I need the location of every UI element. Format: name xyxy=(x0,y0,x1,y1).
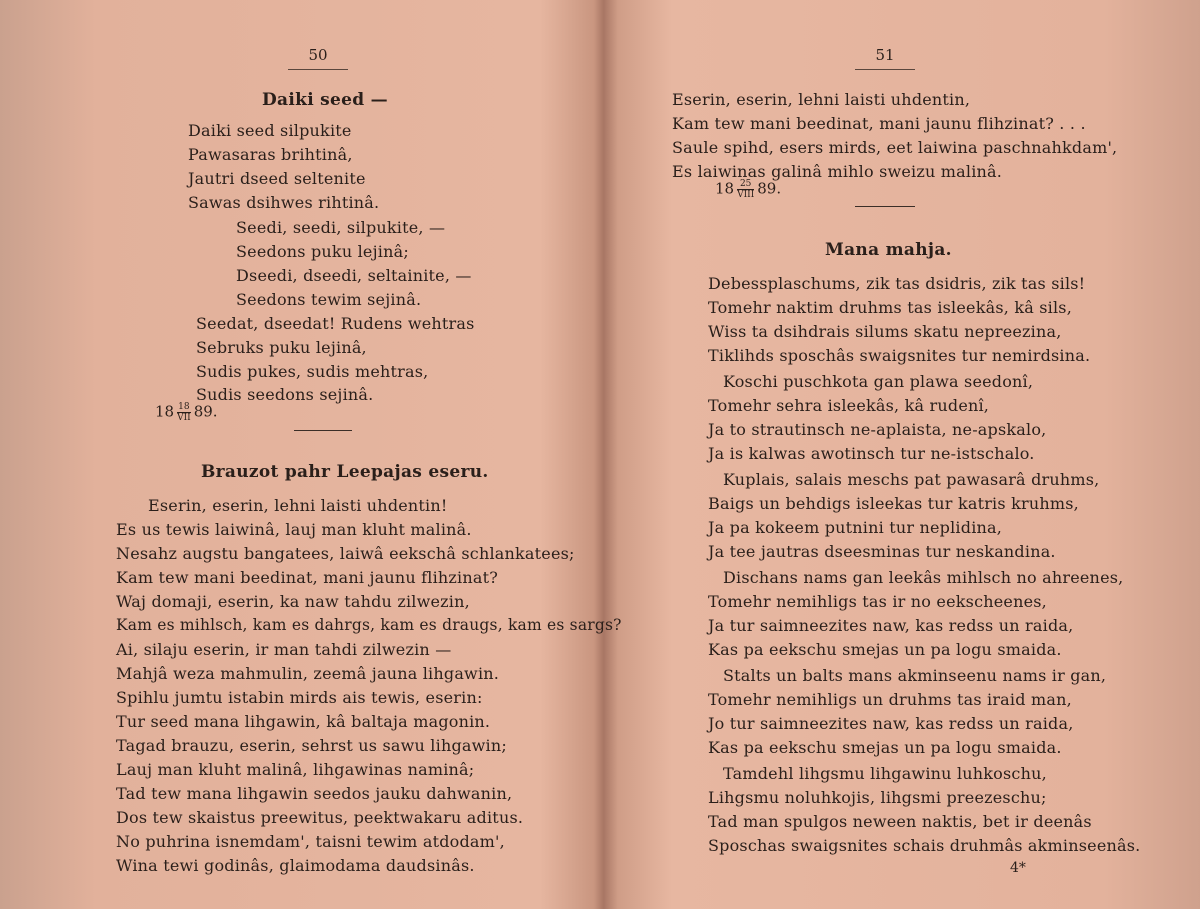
date-denominator: VII xyxy=(177,413,191,423)
poem2-line: Tur seed mana lihgawin, kâ baltaja magonin. xyxy=(116,712,491,731)
poem2-line: Kam es mihlsch, kam es dahrgs, kam es draugs, kam es sargs? xyxy=(116,616,622,634)
poem3-line: Koschi puschkota gan plawa seedonî, xyxy=(723,372,1034,391)
poem3-line: Ja tee jautras dseesminas tur neskandina. xyxy=(708,542,1056,561)
poem3-line: Ja pa kokeem putnini tur neplidina, xyxy=(708,518,1003,537)
poem3-line: Sposchas swaigsnites schais druhmâs akminseenâs. xyxy=(708,836,1141,855)
poem2-end-line: Saule spihd, esers mirds, eet laiwina paschnahkdam', xyxy=(672,138,1118,157)
poem2-line: Kam tew mani beedinat, mani jaunu flihzinat? xyxy=(116,568,499,587)
poem2-line: Eserin, eserin, lehni laisti uhdentin! xyxy=(148,496,448,515)
page-number-rule-left xyxy=(288,69,348,70)
poem2-title: Brauzot pahr Leepajas eseru. xyxy=(201,462,489,482)
date-denominator: VIII xyxy=(737,190,755,200)
poem3-line: Kas pa eekschu smejas un pa logu smaida. xyxy=(708,738,1062,757)
poem1-line: Jautri dseed seltenite xyxy=(188,169,366,188)
poem3-line: Tomehr naktim druhms tas isleekâs, kâ sils, xyxy=(708,298,1072,317)
poem2-line: Tagad brauzu, eserin, sehrst us sawu lihgawin; xyxy=(116,736,507,755)
poem2-line: Lauj man kluht malinâ, lihgawinas naminâ; xyxy=(116,760,475,779)
poem3-line: Tomehr nemihligs un druhms tas iraid man, xyxy=(708,690,1072,709)
poem3-line: Ja to strautinsch ne-aplaista, ne-apskalo, xyxy=(708,420,1047,439)
poem2-line: Mahjâ weza mahmulin, zeemâ jauna lihgawin. xyxy=(116,664,500,683)
poem1-line: Dseedi, dseedi, seltainite, — xyxy=(236,266,472,285)
poem2-date xyxy=(715,179,781,200)
poem3-line: Tamdehl lihgsmu lihgawinu luhkoschu, xyxy=(723,764,1047,783)
date-year: 89. xyxy=(193,402,218,421)
poem2-line: Dos tew skaistus preewitus, peektwakaru aditus. xyxy=(116,808,524,827)
date-day: 18 xyxy=(715,179,735,198)
poem3-line: Dischans nams gan leekâs mihlsch no ahreenes, xyxy=(723,568,1124,587)
poem3-line: Lihgsmu noluhkojis, lihgsmi preezeschu; xyxy=(708,788,1047,807)
poem2-line: Ai, silaju eserin, ir man tahdi zilwezin — xyxy=(116,640,452,659)
date-numerator: 25 xyxy=(737,179,754,190)
poem3-line: Stalts un balts mans akminseenu nams ir gan, xyxy=(723,666,1107,685)
poem2-line: Tad tew mana lihgawin seedos jauku dahwanin, xyxy=(116,784,513,803)
poem2-line: Nesahz augstu bangatees, laiwâ eekschâ schlankatees; xyxy=(116,544,575,563)
date-fraction xyxy=(737,179,754,200)
page-number-left: 50 xyxy=(308,46,328,64)
poem1-line: Sudis pukes, sudis mehtras, xyxy=(196,362,429,381)
section-divider xyxy=(294,430,352,431)
poem2-line: No puhrina isnemdam', taisni tewim atdodam', xyxy=(116,832,505,851)
poem1-date xyxy=(155,402,218,423)
poem1-line: Seedat, dseedat! Rudens wehtras xyxy=(196,314,475,333)
poem2-end-line: Es laiwinas galinâ mihlo sweizu malinâ. xyxy=(672,162,1003,181)
poem1-line: Seedons puku lejinâ; xyxy=(236,242,409,261)
poem2-line: Es us tewis laiwinâ, lauj man kluht malinâ. xyxy=(116,520,472,539)
poem3-line: Ja is kalwas awotinsch tur ne-istschalo. xyxy=(708,444,1035,463)
poem2-end-line: Kam tew mani beedinat, mani jaunu flihzinat? . . . xyxy=(672,114,1086,133)
section-divider xyxy=(855,206,915,207)
poem3-line: Tiklihds sposchâs swaigsnites tur nemirdsina. xyxy=(708,346,1091,365)
poem3-line: Tomehr sehra isleekâs, kâ rudenî, xyxy=(708,396,990,415)
poem2-line: Wina tewi godinâs, glaimodama daudsinâs. xyxy=(116,856,475,875)
poem1-line: Seedi, seedi, silpukite, — xyxy=(236,218,446,237)
page-number-rule-right xyxy=(855,69,915,70)
poem3-line: Tomehr nemihligs tas ir no eekscheenes, xyxy=(708,592,1047,611)
date-fraction xyxy=(177,402,191,423)
poem3-line: Ja tur saimneezites naw, kas redss un raida, xyxy=(708,616,1074,635)
poem2-end-line: Eserin, eserin, lehni laisti uhdentin, xyxy=(672,90,971,109)
poem2-line: Waj domaji, eserin, ka naw tahdu zilwezin, xyxy=(116,592,470,611)
poem3-line: Jo tur saimneezites naw, kas redss un raida, xyxy=(708,714,1074,733)
poem3-line: Tad man spulgos neween naktis, bet ir deenâs xyxy=(708,812,1092,831)
right-page xyxy=(605,0,1200,909)
poem2-line: Spihlu jumtu istabin mirds ais tewis, eserin: xyxy=(116,688,483,707)
poem1-line: Seedons tewim sejinâ. xyxy=(236,290,422,309)
date-numerator: 18 xyxy=(178,402,190,412)
signature-mark: 4* xyxy=(1010,860,1026,876)
poem3-title: Mana mahja. xyxy=(825,240,952,260)
poem3-line: Wiss ta dsihdrais silums skatu nepreezina, xyxy=(708,322,1062,341)
date-day: 18 xyxy=(155,402,175,421)
poem1-line: Sebruks puku lejinâ, xyxy=(196,338,367,357)
poem3-line: Kuplais, salais meschs pat pawasarâ druhms, xyxy=(723,470,1100,489)
poem1-line: Sawas dsihwes rihtinâ. xyxy=(188,193,380,212)
poem3-line: Debessplaschums, zik tas dsidris, zik tas sils! xyxy=(708,274,1086,293)
poem3-line: Baigs un behdigs isleekas tur katris kruhms, xyxy=(708,494,1079,513)
poem1-title: Daiki seed — xyxy=(262,90,388,110)
date-year: 89. xyxy=(757,179,782,198)
poem1-line: Daiki seed silpukite xyxy=(188,121,352,140)
poem3-line: Kas pa eekschu smejas un pa logu smaida. xyxy=(708,640,1062,659)
poem1-line: Sudis seedons sejinâ. xyxy=(196,385,374,404)
page-number-right: 51 xyxy=(875,46,895,64)
poem1-line: Pawasaras brihtinâ, xyxy=(188,145,353,164)
